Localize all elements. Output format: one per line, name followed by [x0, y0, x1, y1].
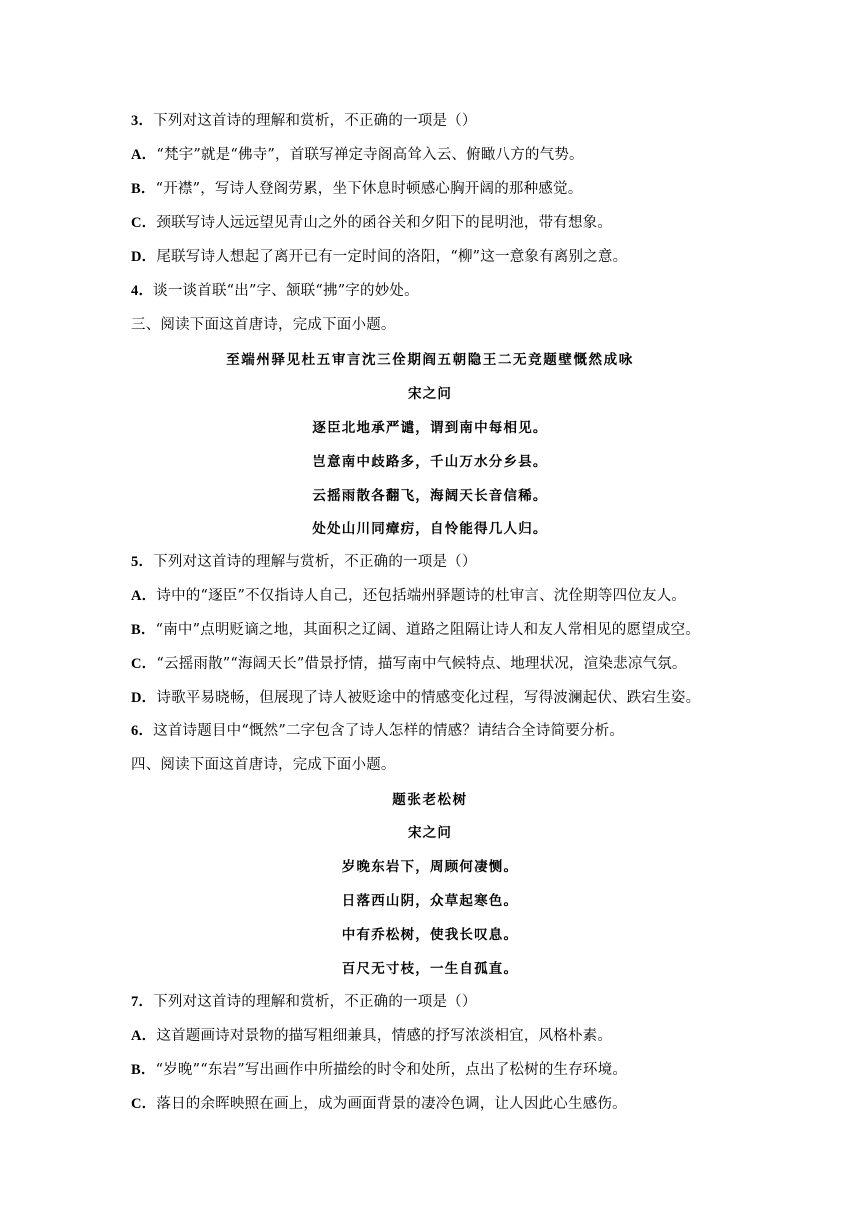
- option-letter: D．: [131, 249, 157, 265]
- question-number: 3．: [131, 113, 154, 129]
- option-d: [131, 247, 731, 267]
- option-c: [131, 213, 731, 233]
- poem-2-verse: 百尺无寸枝，一生自孤直。: [341, 961, 519, 977]
- poem-2-verse: 岁晚东岩下，周顾何凄恻。: [341, 859, 519, 875]
- option-letter: C．: [131, 1096, 157, 1112]
- option-text: “梵宇”就是“佛寺”，首联写禅定寺阁高耸入云、俯瞰八方的气势。: [156, 147, 584, 163]
- section-heading-4: [131, 755, 731, 775]
- option-text: “开襟”，写诗人登阁劳累，坐下休息时顿感心胸开阔的那种感觉。: [155, 181, 583, 197]
- question-number: 6．: [131, 723, 154, 739]
- question-text: 谈一谈首联“出”字、颔联“拂”字的妙处。: [153, 283, 419, 299]
- question-6: [131, 721, 731, 741]
- poem-2-title: 题张老松树: [392, 792, 468, 808]
- option-letter: D．: [131, 690, 157, 706]
- option-letter: B．: [131, 1062, 156, 1078]
- option-d: [131, 688, 731, 708]
- option-b: [131, 620, 731, 640]
- question-number: 7．: [131, 994, 154, 1010]
- option-a: [131, 145, 731, 165]
- poem-1-verse: 岂意南中歧路多，千山万水分乡县。: [312, 454, 548, 470]
- option-c: [131, 1094, 731, 1114]
- option-a: [131, 1026, 731, 1046]
- section-heading-text: 四、阅读下面这首唐诗，完成下面小题。: [131, 757, 396, 773]
- option-b: [131, 179, 731, 199]
- question-text: 下列对这首诗的理解与赏析，不正确的一项是（）: [153, 554, 477, 570]
- option-text: “云摇雨散”“海阔天长”借景抒情，描写南中气候特点、地理状况，渲染悲凉气氛。: [156, 656, 687, 672]
- option-letter: B．: [131, 622, 156, 638]
- option-text: 这首题画诗对景物的描写粗细兼具，情感的抒写浓淡相宜，风格朴素。: [156, 1028, 613, 1044]
- poem-1-title: 至端州驿见杜五审言沈三佺期阎五朝隐王二无竞题壁慨然成咏: [226, 352, 634, 368]
- option-text: 颈联写诗人远远望见青山之外的函谷关和夕阳下的昆明池，带有想象。: [156, 215, 613, 231]
- option-letter: C．: [131, 215, 157, 231]
- poem-1-verse: 逐臣北地承严谴，谓到南中每相见。: [312, 420, 548, 436]
- question-text: 这首诗题目中“慨然”二字包含了诗人怎样的情感？请结合全诗简要分析。: [153, 723, 625, 739]
- option-letter: A．: [131, 588, 157, 604]
- option-letter: C．: [131, 656, 157, 672]
- question-4: [131, 281, 731, 301]
- question-text: 下列对这首诗的理解和赏析，不正确的一项是（）: [153, 113, 477, 129]
- question-text: 下列对这首诗的理解和赏析，不正确的一项是（）: [153, 994, 477, 1010]
- option-text: “岁晚”“东岩”写出画作中所描绘的时令和处所，点出了松树的生存环境。: [155, 1062, 628, 1078]
- option-text: 落日的余晖映照在画上，成为画面背景的凄冷色调，让人因此心生感伤。: [156, 1096, 627, 1112]
- option-b: [131, 1060, 731, 1080]
- question-5: [131, 552, 731, 572]
- poem-2-author: 宋之问: [407, 825, 453, 841]
- question-number: 4．: [131, 283, 154, 299]
- option-letter: A．: [131, 147, 157, 163]
- option-text: 尾联写诗人想起了离开已有一定时间的洛阳，“柳”这一意象有离别之意。: [156, 249, 628, 265]
- question-number: 5．: [131, 554, 154, 570]
- option-text: 诗中的“逐臣”不仅指诗人自己，还包括端州驿题诗的杜审言、沈佺期等四位友人。: [156, 588, 687, 604]
- option-text: 诗歌平易晓畅，但展现了诗人被贬途中的情感变化过程，写得波澜起伏、跌宕生姿。: [156, 690, 701, 706]
- section-heading-text: 三、阅读下面这首唐诗，完成下面小题。: [131, 317, 396, 333]
- option-letter: A．: [131, 1028, 157, 1044]
- poem-1-verse: 处处山川同瘴疠，自怜能得几人归。: [312, 521, 548, 537]
- option-letter: B．: [131, 181, 156, 197]
- section-heading-3: [131, 315, 731, 335]
- option-a: [131, 586, 731, 606]
- option-text: “南中”点明贬谪之地，其面积之辽阔、道路之阻隔让诗人和友人常相见的愿望成空。: [155, 622, 701, 638]
- option-c: [131, 654, 731, 674]
- poem-2-verse: 日落西山阴，众草起寒色。: [341, 893, 519, 909]
- question-3: [131, 111, 731, 131]
- poem-1-author: 宋之问: [407, 386, 453, 402]
- poem-2-verse: 中有乔松树，使我长叹息。: [341, 927, 519, 943]
- question-7: [131, 992, 731, 1012]
- poem-1-verse: 云摇雨散各翻飞，海阔天长音信稀。: [312, 488, 548, 504]
